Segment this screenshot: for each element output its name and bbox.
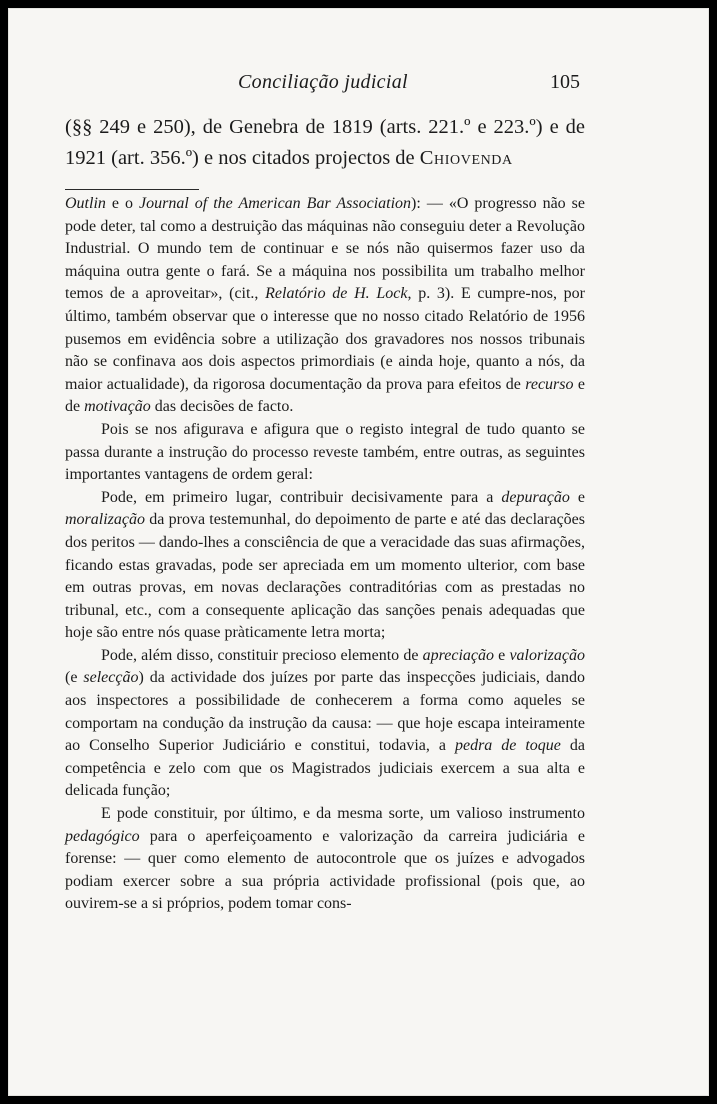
text-span: da prova testemunhal, do depoimento de parte e até das declarações dos peritos — dando-lhes a consciência de que a veracidade das suas afirmações, ficando estas gravadas, pode ser apreciada em um momento ulterior, com base em outras provas, em novas declarações contraditórias com as prestadas no tribunal, etc., com a consequente aplicação das sanções penais adequadas que hoje são entre nós quase pràticamente letra morta; <box>65 511 585 642</box>
book-page <box>8 8 709 1096</box>
italic-span: Relatório de H. Lock <box>265 285 408 303</box>
text-span: , p. 3). E cumpre-nos, por último, também observar que o interesse que no nosso citado Relatório de 1956 pusemos em evidência sobre a utilização dos gravadores nos nossos tribunais não se confinava aos dois aspectos primordiais (e ainda hoje, quanto a nós, da maior actualidade), da rigorosa documentação da prova para efeitos de <box>65 285 585 393</box>
text-span: ) da actividade dos juízes por parte das inspecções judiciais, dando aos inspectores a possibilidade de conhecerem a forma como aqueles se comportam na condução da instrução da causa: — que hoje escapa inteiramente ao Conselho Superior Judiciário e constitui, todavia, a <box>65 669 585 755</box>
author-name: Chiovenda <box>419 147 513 169</box>
main-paragraph <box>65 112 585 174</box>
text-span: Pode, além disso, constituir precioso elemento de <box>101 646 423 664</box>
italic-span: pedra de toque <box>454 737 561 755</box>
text-span: ): — «O progresso não se pode deter, tal como a destruição das máquinas não conseguiu deter a Revolução Industrial. O mundo tem de continuar e se nós não quisermos fazer uso da máquina outra gente o fará. Se a máquina nos possibilita um trabalho melhor temos de a aproveitar», (cit., <box>65 195 586 303</box>
italic-span: apreciação <box>422 646 494 664</box>
text-span: e o <box>105 195 139 212</box>
italic-span: valorização <box>509 646 585 664</box>
text-span: Pode, em primeiro lugar, contribuir decisivamente para a <box>101 488 502 506</box>
text-span: e <box>569 488 585 506</box>
italic-span: Journal of the American Bar Association <box>139 195 412 212</box>
text-span: das decisões de facto. <box>150 398 294 416</box>
page-header <box>9 67 708 97</box>
italic-span: Outlin <box>65 195 106 212</box>
italic-span: recurso <box>525 375 574 393</box>
italic-span: selecção <box>83 669 139 687</box>
text-span: da competência e zelo com que os Magistrados judiciais exercem a sua alta e delicada função; <box>65 737 585 800</box>
italic-span: pedagógico <box>65 827 140 845</box>
page-number: 105 <box>550 71 580 93</box>
footnote-paragraph-4 <box>65 645 585 803</box>
text-span: E pode constituir, por último, e da mesma sorte, um valioso instrumento <box>101 805 585 823</box>
footnote-paragraph-3 <box>65 487 585 645</box>
italic-span: motivação <box>84 398 151 416</box>
text-span: e de <box>65 375 585 416</box>
footnote-paragraph-5 <box>65 803 585 916</box>
footnote-text <box>65 193 585 916</box>
italic-span: depuração <box>501 488 570 506</box>
text-span: e <box>494 646 510 664</box>
text-span: (e <box>65 669 84 687</box>
running-title: Conciliação judicial <box>238 71 408 93</box>
footnote-separator <box>65 189 199 190</box>
footnote-paragraph-1 <box>65 193 585 419</box>
main-text-span: (§§ 249 e 250), de Genebra de 1819 (arts. 221.º e 223.º) e de 1921 (art. 356.º) e nos citados projectos de <box>65 116 585 169</box>
italic-span: moralização <box>65 511 145 529</box>
main-text <box>65 112 585 174</box>
text-span: para o aperfeiçoamento e valorização da carreira judiciária e forense: — quer como elemento de autocontrole que os juízes e advogados podiam exercer sobre a sua própria actividade profissional (pois que, ao ouvirem-se a si próprios, podem tomar cons- <box>65 827 585 913</box>
footnote-paragraph-2: Pois se nos afigurava e afigura que o registo integral de tudo quanto se passa durante a instrução do processo reveste também, entre outras, as seguintes importantes vantagens de ordem geral: <box>65 420 585 484</box>
